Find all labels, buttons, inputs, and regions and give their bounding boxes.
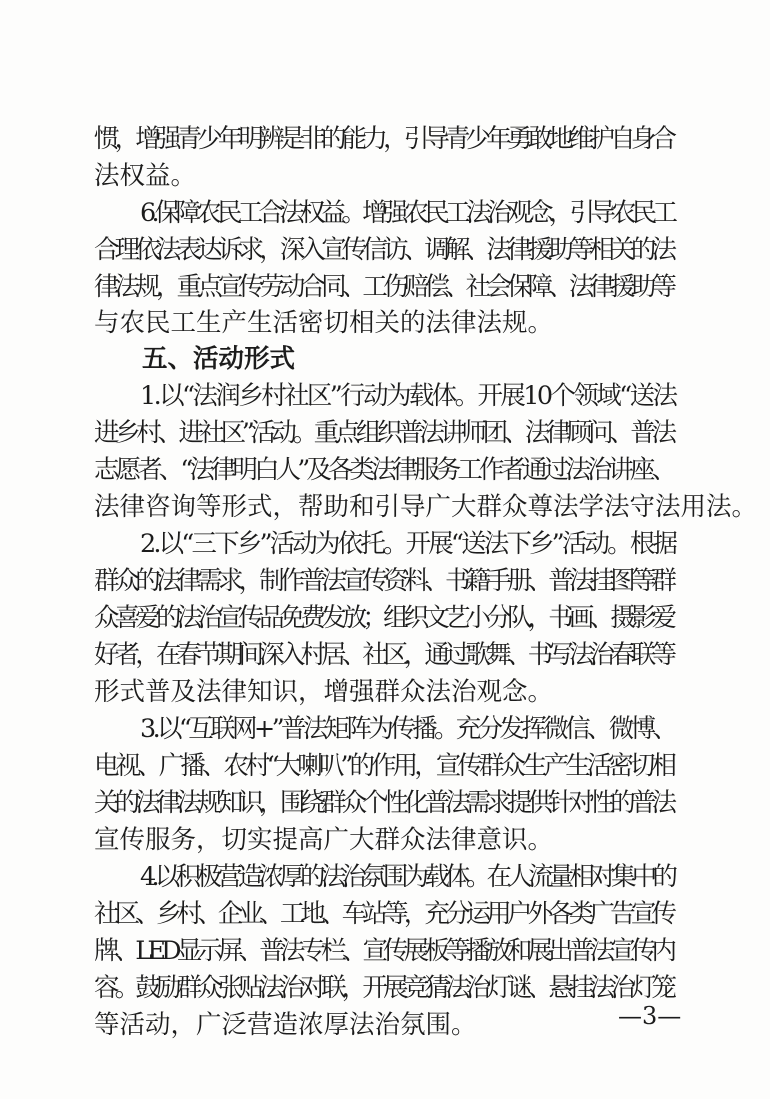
- text-line: 牌、LED显示屏、普法专栏、宣传展板等播放和展出普法宣传内: [94, 936, 673, 966]
- text-line: 3.以“互联网+”普法矩阵为传播。充分发挥微信、微博、: [140, 714, 675, 744]
- text-line: 2.以“三下乡”活动为依托。开展“送法下乡”活动。根据: [140, 529, 676, 559]
- text-line: 关的法律法规知识，围绕群众个性化普法需求提供针对性的普法: [94, 788, 673, 818]
- text-line: 形式普及法律知识，增强群众法治观念。: [94, 677, 554, 707]
- text-line: 进乡村、进社区”活动。重点组织普法讲师团、法律顾问、普法: [94, 418, 673, 448]
- text-line: 群众的法律需求，制作普法宣传资料、书籍手册、普法挂图等群: [94, 566, 673, 596]
- text-line: 法权益。: [94, 161, 197, 191]
- text-line: 宣传服务，切实提高广大群众法律意识。: [94, 825, 554, 855]
- text-line: 等活动，广泛营造浓厚法治氛围。: [94, 1010, 477, 1040]
- text-line: 众喜爱的法治宣传品免费发放；组织文艺小分队，书画、摄影爱: [94, 603, 673, 633]
- text-line: 好者，在春节期间深入村居、社区，通过歌舞、书写法治春联等: [94, 640, 673, 670]
- text-line: 社区、乡村、企业、工地、车站等，充分运用户外各类广告宣传: [94, 899, 673, 929]
- text-line: 惯，增强青少年明辨是非的能力，引导青少年勇敢地维护自身合: [94, 124, 673, 154]
- text-line: 法律咨询等形式，帮助和引导广大群众尊法学法守法用法。: [94, 492, 758, 522]
- text-line: 6.保障农民工合法权益。增强农民工法治观念，引导农民工: [140, 198, 674, 228]
- text-line: 1.以“法润乡村社区”行动为载体。开展10个领域“送法: [140, 381, 676, 411]
- section-heading: 五、活动形式: [142, 344, 296, 374]
- text-line: 容。鼓励群众张贴法治对联，开展竞猜法治灯谜、悬挂法治灯笼: [94, 973, 673, 1003]
- text-line: 律法规，重点宣传劳动合同、工伤赔偿、社会保障、法律援助等: [94, 272, 673, 302]
- text-line: 电视、广播、农村“大喇叭”的作用，宣传群众生产生活密切相: [94, 751, 674, 781]
- text-line: 4.以积极营造浓厚的法治氛围为载体。在人流量相对集中的: [140, 862, 674, 892]
- text-line: 与农民工生产生活密切相关的法律法规。: [94, 308, 554, 338]
- text-line: 合理依法表达诉求，深入宣传信访、调解、法律援助等相关的法: [94, 235, 673, 265]
- page-number: —3—: [618, 1002, 682, 1030]
- text-line: 志愿者、“法律明白人”及各类法律服务工作者通过法治讲座、: [94, 455, 674, 485]
